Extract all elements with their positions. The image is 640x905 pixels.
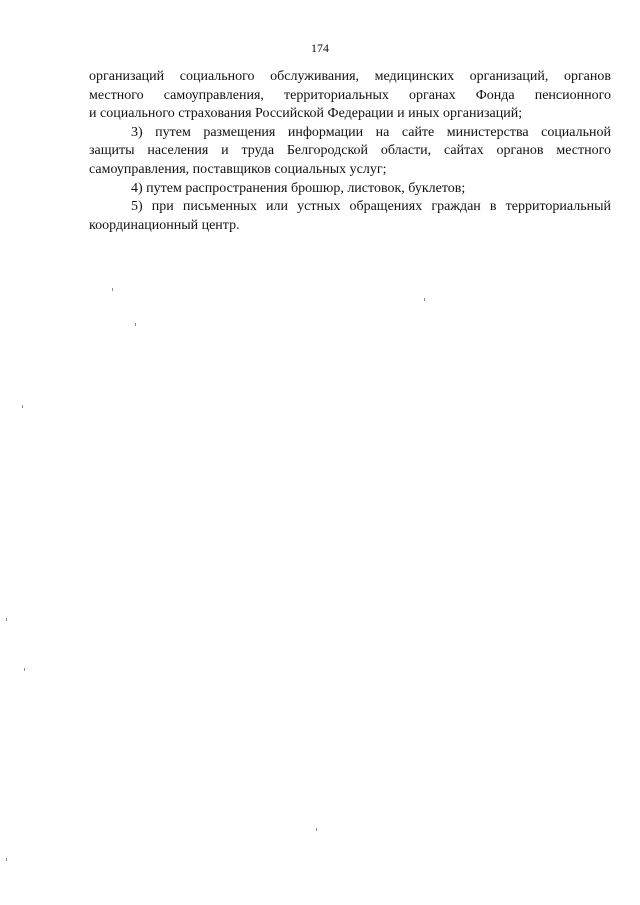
paragraph-continuation: [89, 68, 611, 124]
scan-speck: [22, 405, 23, 408]
scan-speck: [316, 828, 317, 831]
scan-speck: [24, 668, 25, 671]
page-number: 174: [311, 41, 329, 55]
text-line: организаций социального обслуживания, медицинских организаций, органов: [89, 69, 611, 84]
text-line: 4) путем распространения брошюр, листовок, буклетов;: [131, 180, 466, 196]
paragraph-item-4: [89, 180, 611, 199]
scan-speck: [112, 288, 113, 291]
text-line: защиты населения и труда Белгородской области, сайтах органов местного: [89, 143, 611, 159]
body-text: [89, 68, 611, 235]
text-line: самоуправления, поставщиков социальных услуг;: [89, 161, 387, 177]
text-line: 3) путем размещения информации на сайте министерства социальной: [131, 124, 611, 140]
paragraph-item-3: [89, 124, 611, 180]
scan-speck: [6, 618, 7, 621]
text-line: местного самоуправления, территориальных органах Фонда пенсионного: [89, 87, 611, 103]
scan-speck: [135, 323, 136, 326]
scan-speck: [6, 858, 7, 861]
text-line: 5) при письменных или устных обращениях граждан в территориальный: [131, 199, 611, 215]
text-line: и социального страхования Российской Федерации и иных организаций;: [89, 106, 523, 122]
text-line: координационный центр.: [89, 217, 240, 233]
paragraph-item-5: [89, 198, 611, 235]
scan-speck: [424, 298, 425, 301]
